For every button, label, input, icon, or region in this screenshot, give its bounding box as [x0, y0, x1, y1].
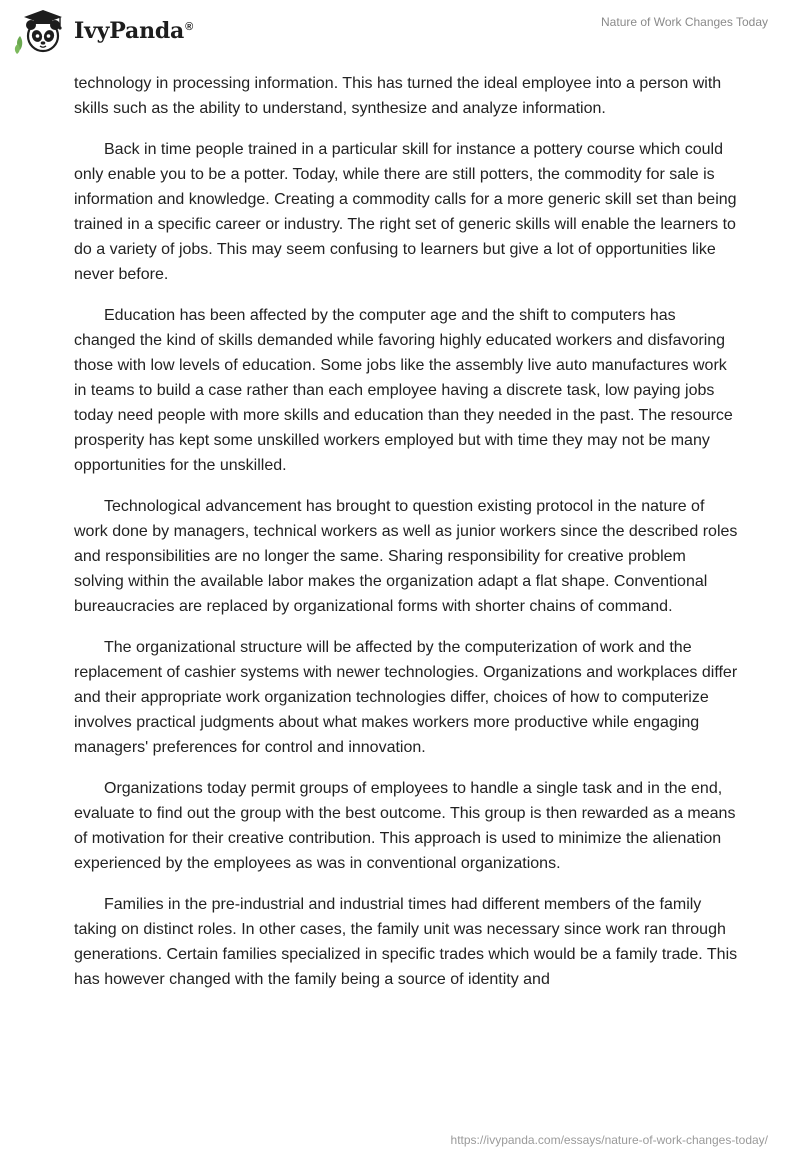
logo-name: IvyPanda [74, 18, 185, 44]
paragraph-1: technology in processing information. This has turned the ideal employee into a person with skills such as the ability to understand, synthesize and analyze information. [74, 75, 722, 117]
paragraph-6: Organizations today permit groups of employees to handle a single task and in the end, evaluate to find out the group with the best outcome. This group is then rewarded as a means of motivation for their creative contribution. This approach is used to minimize the alienation experienced by the employees as was in conventional organizations. [74, 780, 736, 872]
page-header [0, 0, 800, 64]
paragraph-2: Back in time people trained in a particular skill for instance a pottery course which could only enable you to be a potter. Today, while there are still potters, the commodity for sale is information and knowledge. Creating a commodity calls for a more generic skill set than being trained in a specific career or industry. The right set of generic skills will enable the learners to do a variety of jobs. This may seem confusing to learners but give a lot of opportunities like never before. [74, 141, 737, 283]
ivypanda-logo[interactable] [14, 6, 193, 56]
essay-body [74, 71, 738, 1008]
source-url[interactable]: https://ivypanda.com/essays/nature-of-work-changes-today/ [450, 1133, 768, 1147]
paragraph-3: Education has been affected by the computer age and the shift to computers has changed the kind of skills demanded while favoring highly educated workers and disfavoring those with low levels of education. Some jobs like the assembly live auto manufactures work in teams to build a case rather than each employee having a discrete task, low paying jobs today need people with more skills and education than they needed in the past. The resource prosperity has kept some unskilled workers employed but with time they may not be many opportunities for the unskilled. [74, 307, 733, 474]
logo-wordmark [74, 18, 193, 44]
paragraph-4: Technological advancement has brought to question existing protocol in the nature of work done by managers, technical workers as well as junior workers since the described roles and responsibilities are no longer the same. Sharing responsibility for creative problem solving within the available labor makes the organization adapt a flat shape. Conventional bureaucracies are replaced by organizational forms with shorter chains of command. [74, 498, 738, 615]
paragraph-7: Families in the pre-industrial and industrial times had different members of the family taking on distinct roles. In other cases, the family unit was necessary since work ran through generations. Certain families specialized in specific trades which would be a family trade. This has however changed with the family being a source of identity and [74, 896, 738, 988]
registered-mark: ® [185, 20, 194, 33]
paragraph-5: The organizational structure will be affected by the computerization of work and the replacement of cashier systems with newer technologies. Organizations and workplaces differ and their appropriate work organization technologies differ, choices of how to computerize involves practical judgments about what makes workers more productive while engaging managers' preferences for control and innovation. [74, 639, 738, 756]
document-title: Nature of Work Changes Today [601, 15, 768, 29]
panda-graduate-icon [14, 6, 70, 56]
